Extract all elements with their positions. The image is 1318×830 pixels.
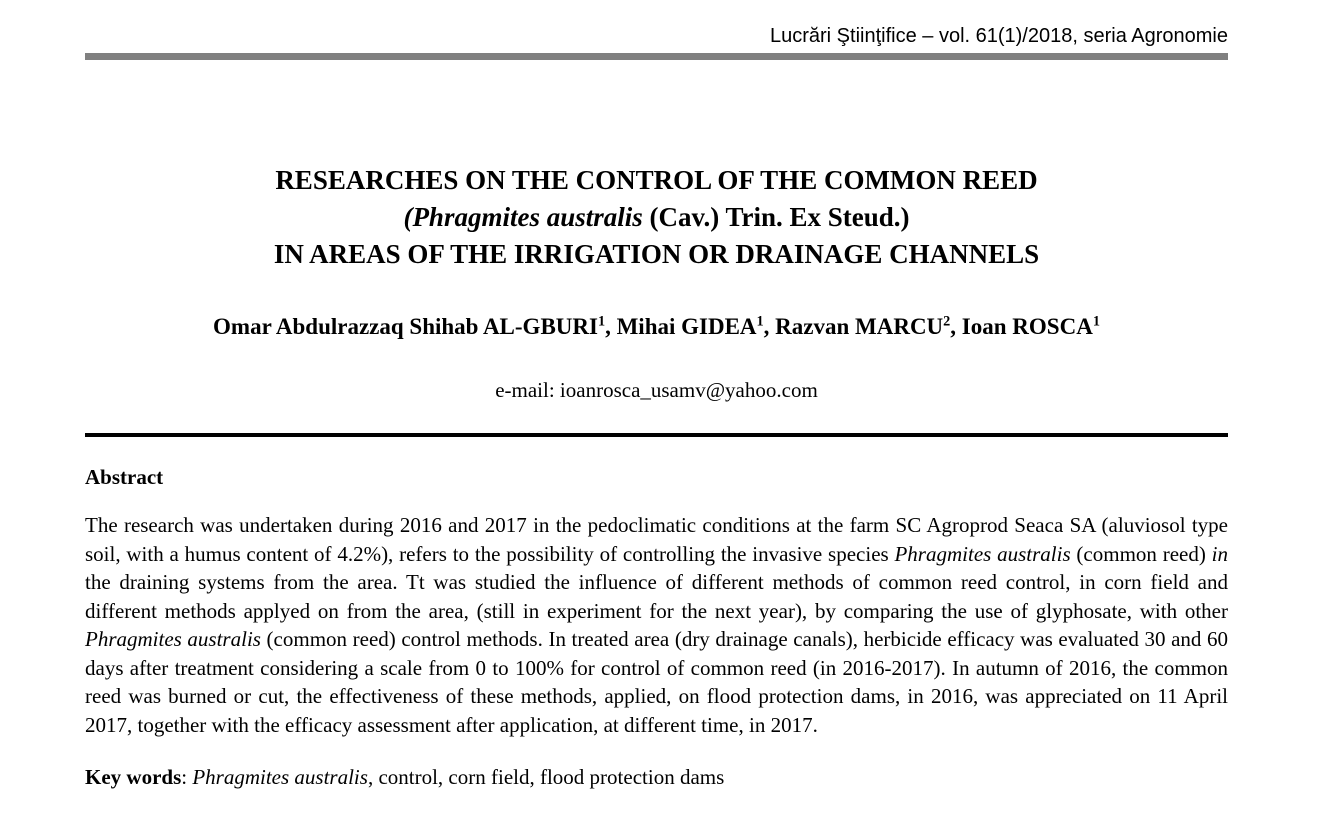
keywords-separator: : (181, 765, 193, 789)
author-1-affiliation-superscript: 1 (597, 313, 606, 330)
journal-title-text: Lucrări Ştiinţifice – vol. 61(1)/2018, seria Agronomie (769, 25, 1228, 47)
abstract-segment-2: (common reed) (1070, 541, 1212, 566)
abstract-heading: Abstract (85, 465, 164, 489)
keywords-rest: , control, corn field, flood protection dams (367, 765, 725, 789)
title-line-2 (85, 199, 1228, 236)
author-3-affiliation-superscript: 2 (943, 313, 951, 330)
paper-title (85, 162, 1228, 273)
header-rule-bar (85, 53, 1228, 60)
abstract-species-name-1: Phragmites australis (894, 541, 1071, 566)
email-line: e-mail: ioanrosca_usamv@yahoo.com (495, 378, 818, 402)
keywords-label: Key words (85, 765, 182, 789)
author-1-separator: , (605, 314, 617, 339)
abstract-segment-4: (common reed) control methods. In treated area (dry drainage canals), herbicide efficacy was evaluated 30 and 60 days after treatment considering a scale from 0 to 100% for control of common reed (in 2016-2017). In autumn of 2016, the common reed was burned or cut, the effectiveness of these methods, applied, on flood protection dams, in 2016, was appreciated on 11 April 2017, together with the efficacy assessment after application, at different time, in 2017. (85, 627, 1228, 737)
abstract-segment-3: the draining systems from the area. Tt was studied the influence of different methods of common reed control, in corn field and different methods applyed on from the area, (still in experiment for the next year), by comparing the use of glyphosate, with other (85, 570, 1228, 623)
author-4-name: Ioan ROSCA (961, 314, 1093, 339)
author-3-separator: , (950, 314, 962, 339)
keywords-species-name: Phragmites australis (192, 765, 368, 789)
author-1-name: Omar Abdulrazzaq Shihab AL-GBURI (213, 314, 598, 339)
author-3-name: Razvan MARCU (775, 314, 944, 339)
author-2-separator: , (763, 314, 776, 339)
title-line-1: RESEARCHES ON THE CONTROL OF THE COMMON REED (275, 165, 1038, 195)
title-line-2-rest: (Cav.) Trin. Ex Steud.) (642, 202, 910, 232)
title-species-name: (Phragmites australis (403, 202, 643, 232)
abstract-segment-1: The research was undertaken during 2016 and 2017 in the pedoclimatic conditions at the farm SC Agroprod Seaca SA (aluviosol type soil, with a humus content of 4.2%), refers to the possibility of controlling the invasive species (85, 513, 1228, 566)
abstract-species-name-2: Phragmites australis (85, 627, 261, 651)
keywords-line (85, 763, 1228, 792)
section-divider-rule (85, 433, 1228, 437)
journal-header (0, 0, 1318, 48)
authors-line (85, 313, 1228, 340)
author-2-affiliation-superscript: 1 (756, 313, 764, 330)
abstract-paragraph (85, 511, 1228, 739)
author-4-affiliation-superscript: 1 (1092, 313, 1100, 330)
author-2-name: Mihai GIDEA (616, 314, 757, 339)
title-line-3: IN AREAS OF THE IRRIGATION OR DRAINAGE CHANNELS (273, 239, 1040, 269)
abstract-italic-in: in (1211, 541, 1228, 566)
